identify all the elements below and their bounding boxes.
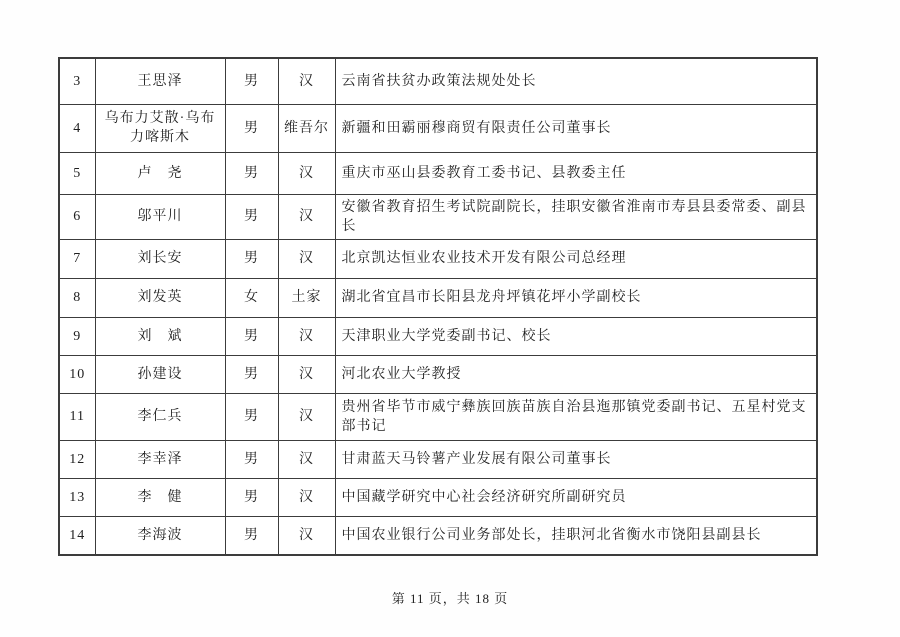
cell-no: 13 (59, 478, 95, 516)
cell-no: 11 (59, 393, 95, 440)
cell-ethnicity: 汉 (278, 58, 335, 104)
cell-position: 安徽省教育招生考试院副院长，挂职安徽省淮南市寿县县委常委、副县长 (335, 194, 817, 239)
cell-no: 8 (59, 278, 95, 317)
table-row (59, 152, 817, 194)
cell-position: 重庆市巫山县委教育工委书记、县教委主任 (335, 152, 817, 194)
cell-ethnicity: 汉 (278, 440, 335, 478)
cell-position: 新疆和田霸丽穆商贸有限责任公司董事长 (335, 104, 817, 152)
cell-name: 孙建设 (95, 355, 225, 393)
cell-gender: 男 (225, 104, 278, 152)
cell-name: 刘长安 (95, 239, 225, 278)
cell-ethnicity: 汉 (278, 152, 335, 194)
table-row (59, 58, 817, 104)
cell-no: 6 (59, 194, 95, 239)
cell-ethnicity: 汉 (278, 478, 335, 516)
cell-name: 乌布力艾散·乌布力喀斯木 (95, 104, 225, 152)
cell-gender: 男 (225, 194, 278, 239)
table-row (59, 278, 817, 317)
cell-ethnicity: 汉 (278, 393, 335, 440)
cell-gender: 男 (225, 440, 278, 478)
roster-table-body (59, 58, 817, 555)
cell-no: 14 (59, 516, 95, 555)
cell-gender: 男 (225, 239, 278, 278)
table-row (59, 478, 817, 516)
cell-ethnicity: 汉 (278, 194, 335, 239)
cell-ethnicity: 土家 (278, 278, 335, 317)
cell-no: 12 (59, 440, 95, 478)
cell-no: 7 (59, 239, 95, 278)
cell-position: 天津职业大学党委副书记、校长 (335, 317, 817, 355)
table-row (59, 317, 817, 355)
cell-gender: 女 (225, 278, 278, 317)
cell-ethnicity: 汉 (278, 516, 335, 555)
cell-gender: 男 (225, 393, 278, 440)
cell-ethnicity: 汉 (278, 355, 335, 393)
cell-no: 5 (59, 152, 95, 194)
cell-ethnicity: 汉 (278, 317, 335, 355)
cell-position: 中国藏学研究中心社会经济研究所副研究员 (335, 478, 817, 516)
cell-position: 河北农业大学教授 (335, 355, 817, 393)
cell-gender: 男 (225, 152, 278, 194)
cell-position: 云南省扶贫办政策法规处处长 (335, 58, 817, 104)
cell-name: 李仁兵 (95, 393, 225, 440)
cell-name: 卢 尧 (95, 152, 225, 194)
cell-gender: 男 (225, 516, 278, 555)
cell-position: 甘肃蓝天马铃薯产业发展有限公司董事长 (335, 440, 817, 478)
table-row (59, 393, 817, 440)
cell-gender: 男 (225, 478, 278, 516)
table-row (59, 104, 817, 152)
cell-name: 李幸泽 (95, 440, 225, 478)
cell-gender: 男 (225, 355, 278, 393)
table-row (59, 355, 817, 393)
page-number-footer: 第 11 页，共 18 页 (391, 591, 509, 606)
cell-position: 北京凯达恒业农业技术开发有限公司总经理 (335, 239, 817, 278)
cell-name: 刘 斌 (95, 317, 225, 355)
cell-name: 邬平川 (95, 194, 225, 239)
cell-position: 贵州省毕节市威宁彝族回族苗族自治县迤那镇党委副书记、五星村党支部书记 (335, 393, 817, 440)
table-row (59, 440, 817, 478)
roster-table (58, 57, 818, 556)
cell-name: 王思泽 (95, 58, 225, 104)
cell-ethnicity: 维吾尔 (278, 104, 335, 152)
cell-name: 刘发英 (95, 278, 225, 317)
cell-name: 李海波 (95, 516, 225, 555)
cell-no: 9 (59, 317, 95, 355)
cell-gender: 男 (225, 58, 278, 104)
table-row (59, 194, 817, 239)
table-row (59, 239, 817, 278)
cell-no: 3 (59, 58, 95, 104)
cell-no: 4 (59, 104, 95, 152)
cell-ethnicity: 汉 (278, 239, 335, 278)
cell-no: 10 (59, 355, 95, 393)
cell-gender: 男 (225, 317, 278, 355)
cell-position: 中国农业银行公司业务部处长，挂职河北省衡水市饶阳县副县长 (335, 516, 817, 555)
table-row (59, 516, 817, 555)
cell-name: 李 健 (95, 478, 225, 516)
cell-position: 湖北省宜昌市长阳县龙舟坪镇花坪小学副校长 (335, 278, 817, 317)
